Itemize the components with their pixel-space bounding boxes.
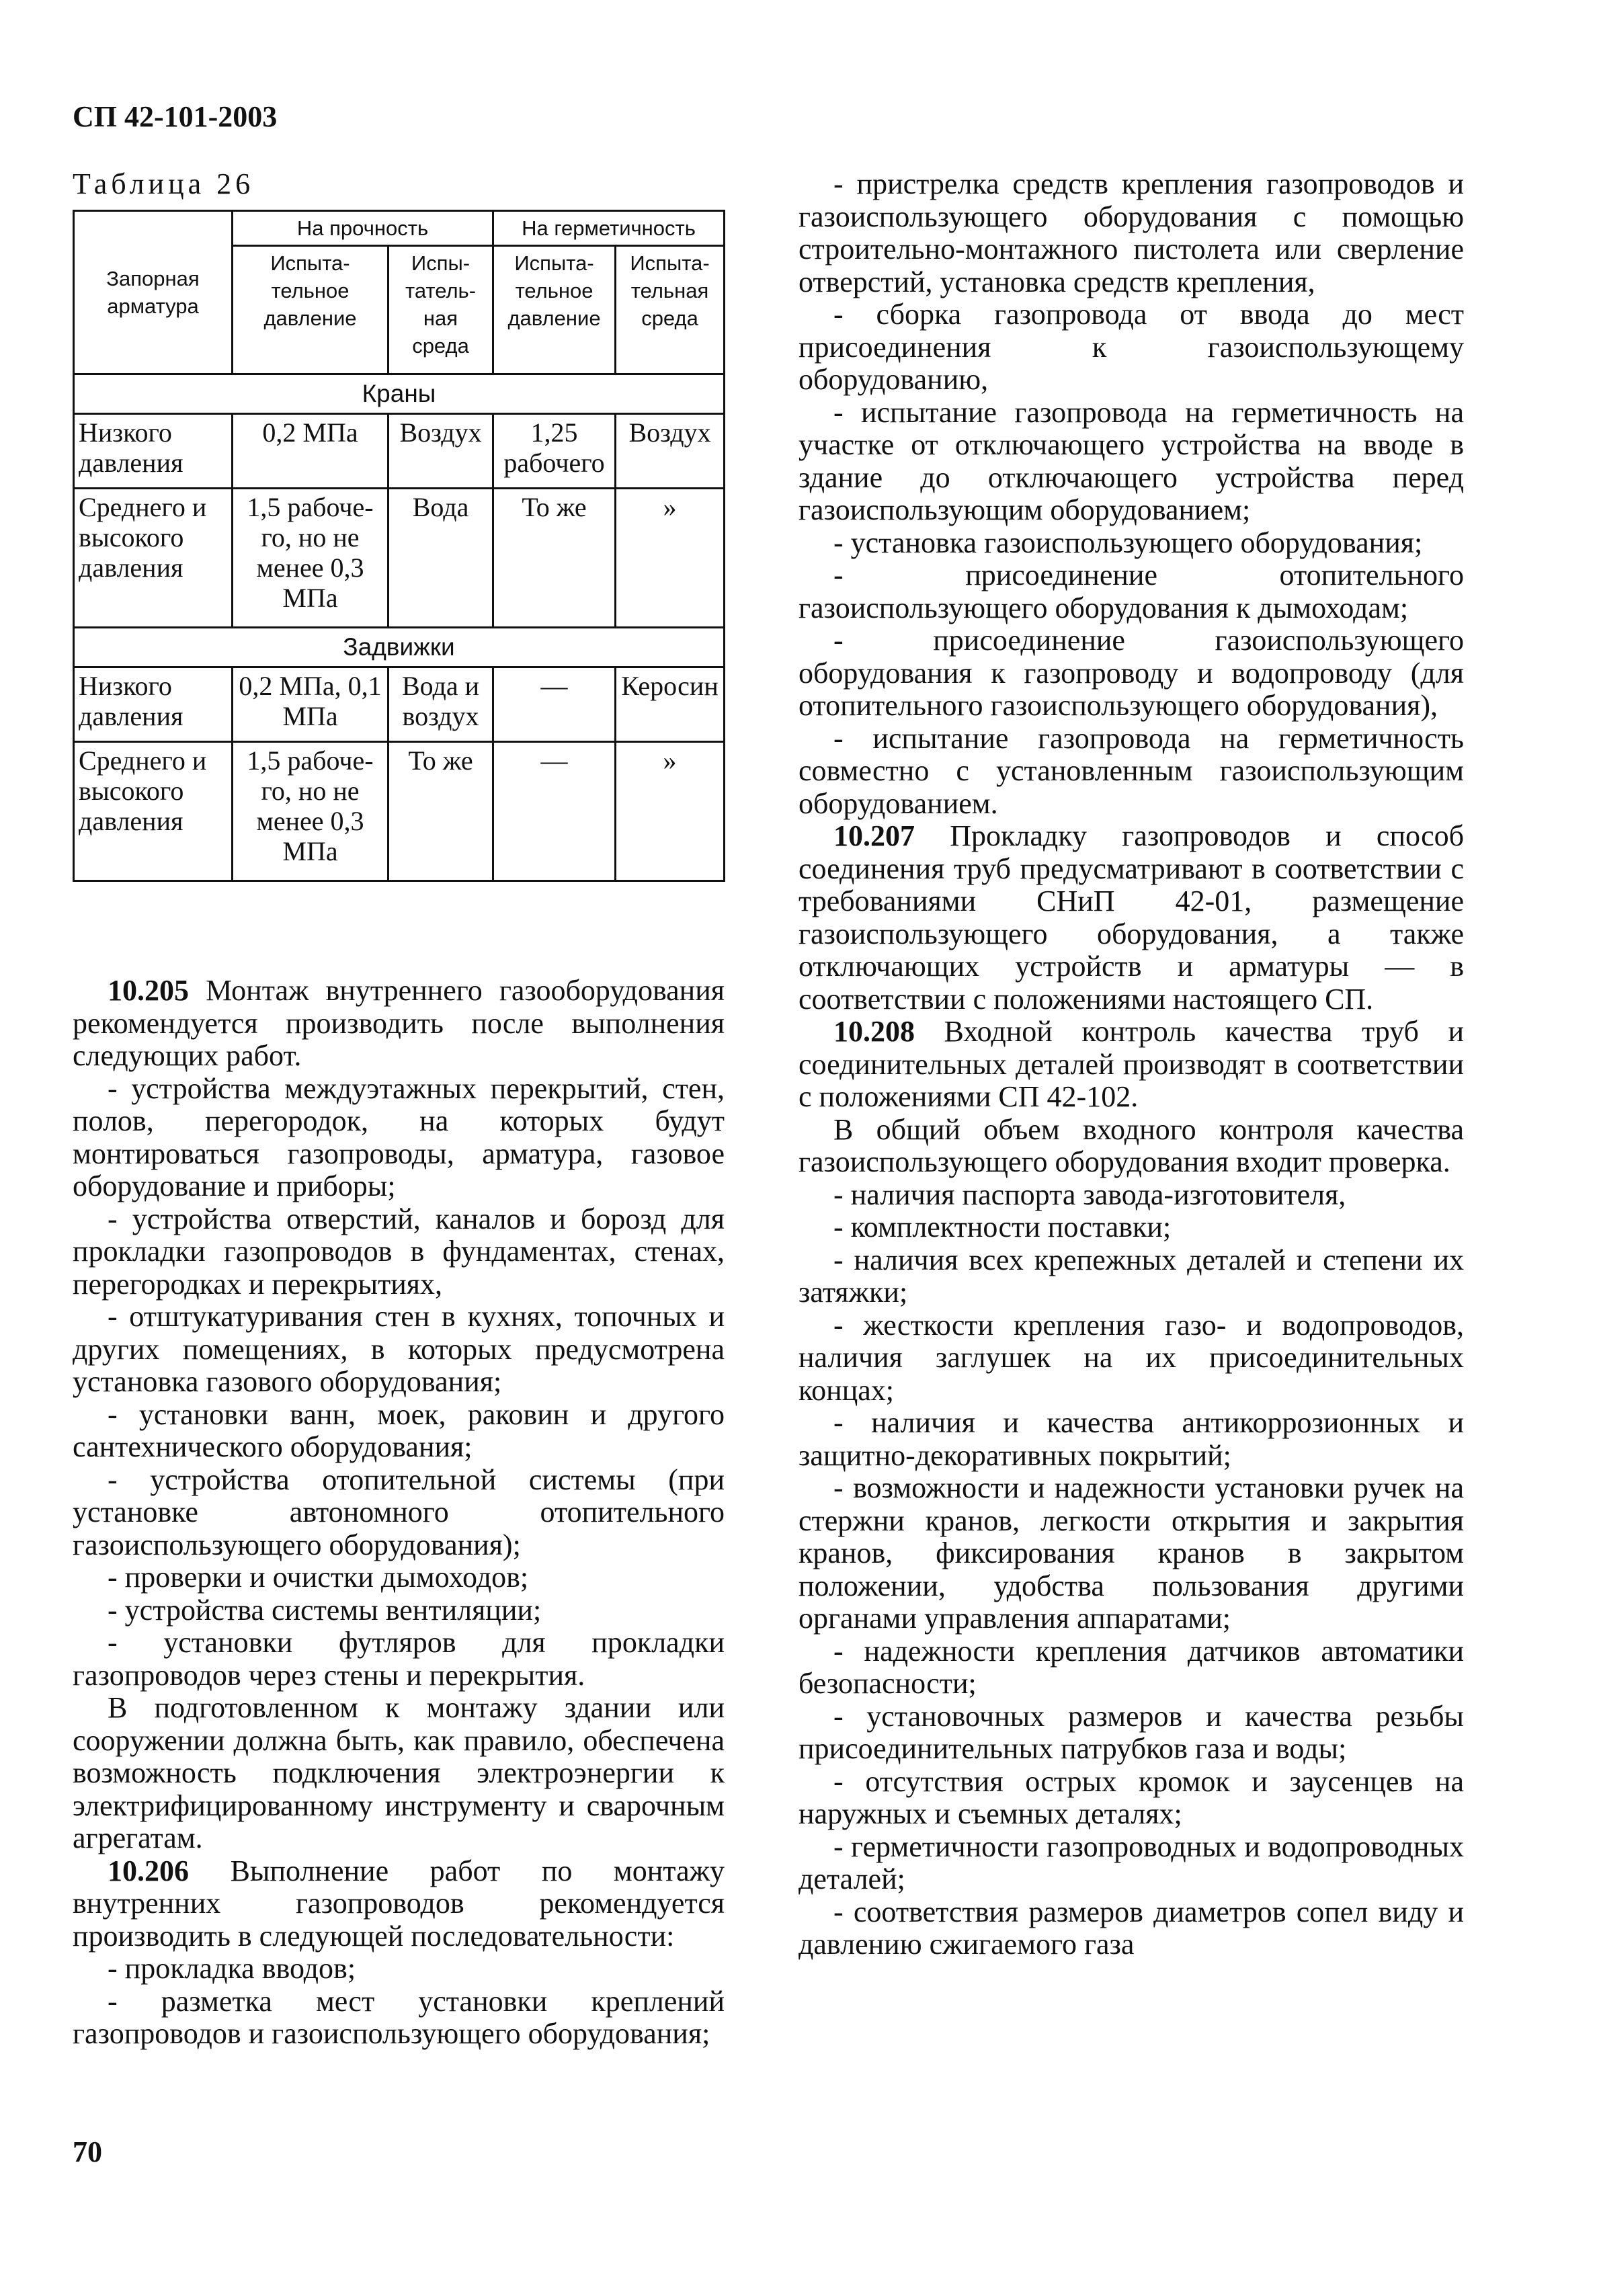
cell-name: Низкого давления — [74, 414, 233, 489]
cell-name: Среднего и высокого давления — [74, 489, 233, 628]
cell-strength-pressure: 0,2 МПа — [233, 414, 388, 489]
header-strength-pressure: Испыта-тельное давление — [233, 246, 388, 374]
clause-number: 10.206 — [108, 1854, 189, 1887]
list-item: - испытание газопровода на герметичность совместно с установленным газоиспользующим оборудованием. — [798, 721, 1464, 820]
cell-tight-medium: Керосин — [616, 667, 725, 742]
list-item: - установочных размеров и качества резьбы присоединительных патрубков газа и воды; — [798, 1699, 1464, 1765]
cell-tight-pressure: То же — [493, 489, 616, 628]
cell-tight-medium: » — [616, 489, 725, 628]
list-item: - устройства системы вентиляции; — [108, 1593, 542, 1627]
cell-name: Низкого давления — [74, 667, 233, 742]
list-item: - сборка газопровода от ввода до мест присоединения к газоиспользующему оборудованию, — [798, 298, 1464, 396]
header-valve: Запорная арматура — [74, 211, 233, 374]
test-parameters-table — [73, 210, 725, 882]
list-item: - наличия всех крепежных деталей и степени их затяжки; — [798, 1243, 1464, 1309]
paragraph-10-207 — [798, 820, 1464, 1016]
cell-tight-pressure: — — [493, 742, 616, 881]
table-26 — [73, 210, 725, 882]
document-code: СП 42-101-2003 — [73, 100, 278, 133]
list-item: - наличия и качества антикоррозионных и защитно-декоративных покрытий; — [798, 1406, 1464, 1472]
cell-strength-medium: Воздух — [388, 414, 493, 489]
paragraph-prepared: В подготовленном к монтажу здании или сооружении должна быть, как правило, обеспечена возможность подключения электроэнергии к электрифицированному инструменту и сварочным агрегатам. — [73, 1691, 725, 1854]
section-gates: Задвижки — [74, 628, 725, 667]
cell-strength-pressure: 0,2 МПа, 0,1 МПа — [233, 667, 388, 742]
list-item: - отштукатуривания стен в кухнях, топочных и других помещениях, в которых предусмотрена установка газового оборудования; — [73, 1300, 725, 1398]
clause-number: 10.205 — [108, 974, 189, 1007]
clause-text: Прокладку газопроводов и способ соединения труб предусматривают в соответствии с требованиями СНиП 42-01, размещение газоиспользующего оборудования, а также отключающих устройств и арматуры — в соответствии с положениями настоящего СП. — [798, 819, 1464, 1016]
list-item: - устройства междуэтажных перекрытий, стен, полов, перегородок, на которых будут монтироваться газопроводы, арматура, газовое оборудование и приборы; — [73, 1071, 725, 1202]
list-item: - надежности крепления датчиков автоматики безопасности; — [798, 1634, 1464, 1700]
clause-text: Выполнение работ по монтажу внутренних газопроводов рекомендуется производить в следующей последовательности: — [73, 1854, 725, 1953]
cell-tight-medium: Воздух — [616, 414, 725, 489]
list-item: - разметка мест установки креплений газопроводов и газоиспользующего оборудования; — [73, 1984, 725, 2050]
list-item: - жесткости крепления газо- и водопроводов, наличия заглушек на их присоединительных концах; — [798, 1308, 1464, 1407]
list-item: - пристрелка средств крепления газопроводов и газоиспользующего оборудования с помощью строительно-монтажного пистолета или сверление отверстий, установка средств крепления, — [798, 167, 1464, 298]
clause-text: Монтаж внутреннего газооборудования рекомендуется производить после выполнения следующих работ. — [73, 974, 725, 1072]
list-item: - герметичности газопроводных и водопроводных деталей; — [798, 1830, 1464, 1895]
list-item: - возможности и надежности установки ручек на стержни кранов, легкости открытия и закрытия кранов, фиксирования кранов в закрытом положении, удобства пользования другими органами управления аппаратами; — [798, 1471, 1464, 1635]
clause-number: 10.207 — [833, 819, 915, 852]
list-item: - прокладка вводов; — [108, 1952, 356, 1985]
list-item: - наличия паспорта завода-изготовителя, — [833, 1178, 1346, 1211]
cell-strength-medium: Вода и воздух — [388, 667, 493, 742]
right-column — [798, 168, 1464, 1961]
list-item: - установки футляров для прокладки газопроводов через стены и перекрытия. — [73, 1626, 725, 1692]
header-tightness: На герметичность — [493, 211, 725, 246]
header-tight-medium: Испыта-тельная среда — [616, 246, 725, 374]
table-row — [74, 742, 725, 881]
table-row — [74, 414, 725, 489]
list-item: - испытание газопровода на герметичность на участке от отключающего устройства на вводе в здание до отключающего устройства перед газоиспользующим оборудованием; — [798, 395, 1464, 526]
page-number: 70 — [73, 2135, 102, 2168]
paragraph-10-206 — [73, 1855, 725, 1953]
cell-strength-pressure: 1,5 рабоче-го, но не менее 0,3 МПа — [233, 742, 388, 881]
table-row — [74, 667, 725, 742]
cell-tight-pressure: — — [493, 667, 616, 742]
cell-strength-medium: То же — [388, 742, 493, 881]
list-item: - устройства отверстий, каналов и борозд для прокладки газопроводов в фундаментах, стенах, перегородках и перекрытиях, — [73, 1202, 725, 1301]
paragraph-10-205 — [73, 975, 725, 1073]
cell-strength-medium: Вода — [388, 489, 493, 628]
clause-number: 10.208 — [833, 1015, 915, 1048]
cell-tight-pressure: 1,25 рабочего — [493, 414, 616, 489]
header-strength: На прочность — [233, 211, 493, 246]
clause-text: Входной контроль качества труб и соединительных деталей производят в соответствии с положениями СП 42-102. — [798, 1015, 1464, 1113]
table-row — [74, 489, 725, 628]
table-caption: Таблица 26 — [73, 167, 255, 200]
paragraph-scope: В общий объем входного контроля качества газоиспользующего оборудования входит проверка. — [798, 1112, 1464, 1178]
cell-tight-medium: » — [616, 742, 725, 881]
cell-name: Среднего и высокого давления — [74, 742, 233, 881]
header-strength-medium: Испы-татель-ная среда — [388, 246, 493, 374]
list-item: - проверки и очистки дымоходов; — [108, 1561, 529, 1594]
list-item: - присоединение газоиспользующего оборудования к газопроводу и водопроводу (для отопительного газоиспользующего оборудования), — [798, 624, 1464, 722]
paragraph-10-208 — [798, 1016, 1464, 1114]
section-cranes: Краны — [74, 374, 725, 414]
list-item: - соответствия размеров диаметров сопел виду и давлению сжигаемого газа — [798, 1895, 1464, 1961]
header-tight-pressure: Испыта-тельное давление — [493, 246, 616, 374]
list-item: - отсутствия острых кромок и заусенцев на наружных и съемных деталях; — [798, 1764, 1464, 1830]
list-item: - установки ванн, моек, раковин и другого сантехнического оборудования; — [73, 1397, 725, 1463]
cell-strength-pressure: 1,5 рабоче-го, но не менее 0,3 МПа — [233, 489, 388, 628]
list-item: - установка газоиспользующего оборудования; — [833, 526, 1423, 559]
left-column — [73, 975, 725, 2051]
list-item: - присоединение отопительного газоиспользующего оборудования к дымоходам; — [798, 559, 1464, 624]
list-item: - комплектности поставки; — [833, 1211, 1172, 1243]
list-item: - устройства отопительной системы (при установке автономного отопительного газоиспользующего оборудования); — [73, 1463, 725, 1561]
